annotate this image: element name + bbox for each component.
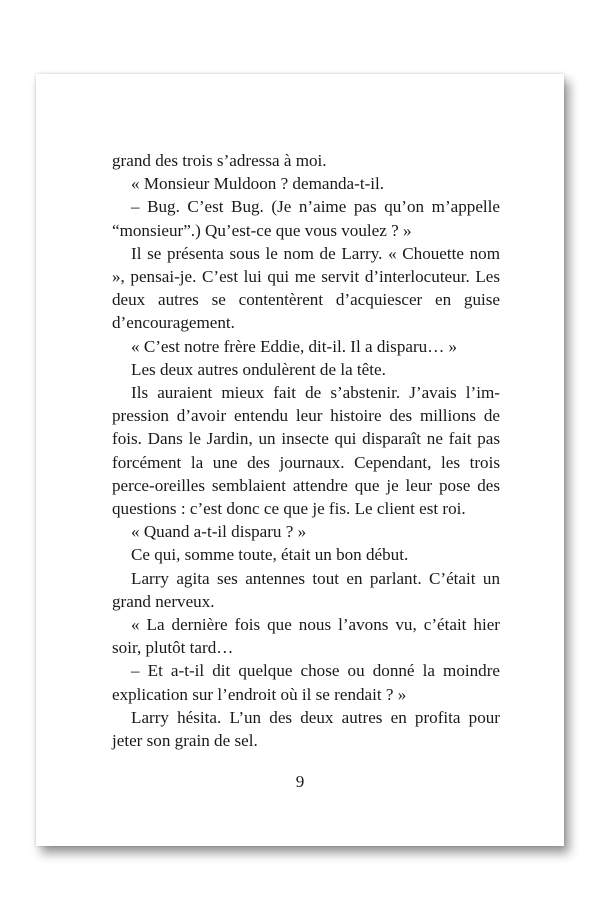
body-text — [112, 149, 500, 752]
paragraph: Ils auraient mieux fait de s’abstenir. J’avais l’impression d’avoir entendu leur histoire des millions de fois. Dans le Jardin, un insecte qui disparaît ne fait pas forcément la une des journaux. Cependant, les trois perce-oreilles semblaient attendre que je leur pose des questions : c’est donc ce que je fis. Le client est roi. — [112, 383, 500, 519]
page-number: 9 — [295, 772, 305, 791]
paragraph: – Bug. C’est Bug. (Je n’aime pas qu’on m’appelle “monsieur”.) Qu’est-ce que vous voulez ? » — [112, 197, 500, 240]
paragraph: « La dernière fois que nous l’avons vu, c’était hier soir, plutôt tard… — [112, 615, 500, 658]
book-page — [36, 74, 564, 846]
paragraph: Ce qui, somme toute, était un bon début. — [131, 545, 409, 565]
paragraph: – Et a-t-il dit quelque chose ou donné la moindre explication sur l’endroit où il se rendait ? » — [112, 661, 500, 704]
paragraph: Larry hésita. L’un des deux autres en profita pour jeter son grain de sel. — [112, 707, 500, 751]
paragraph: « Quand a-t-il disparu ? » — [131, 522, 307, 542]
paragraph: « C’est notre frère Eddie, dit-il. Il a disparu… » — [131, 336, 458, 356]
paragraph: Les deux autres ondulèrent de la tête. — [131, 359, 386, 379]
paragraph: Larry agita ses antennes tout en parlant. C’était un grand nerveux. — [112, 568, 500, 611]
paragraph: Il se présenta sous le nom de Larry. « Chouette nom », pensai-je. C’est lui qui me servit d’interlocuteur. Les deux autres se contentèrent d’acquiescer en guise d’encouragement. — [112, 243, 500, 333]
paragraph: « Monsieur Muldoon ? demanda-t-il. — [131, 174, 385, 194]
paragraph: grand des trois s’adressa à moi. — [112, 151, 327, 170]
